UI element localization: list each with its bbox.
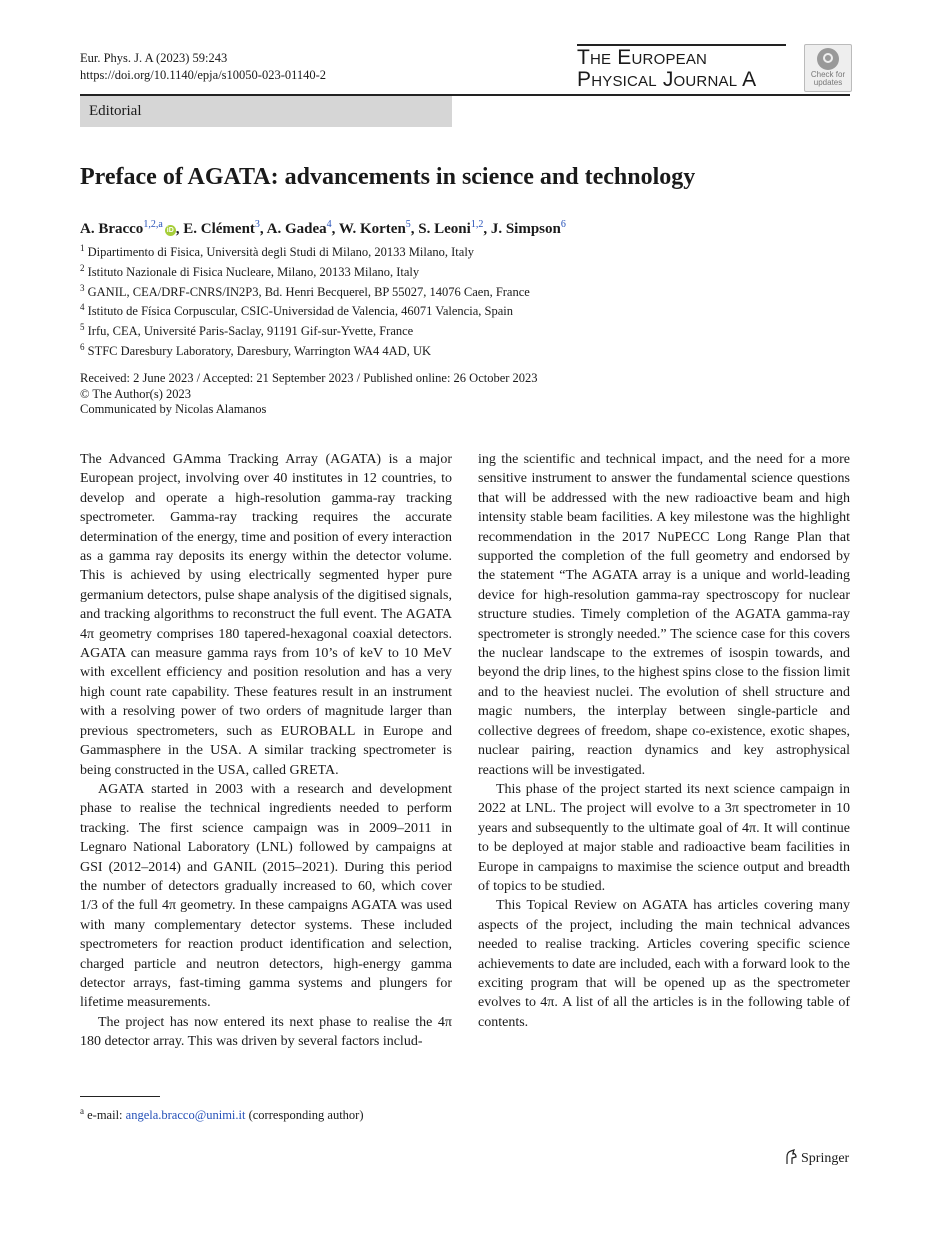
author-name: S. Leoni (418, 221, 471, 237)
affiliations (80, 241, 530, 360)
check-for-updates-badge[interactable] (804, 44, 852, 92)
header-meta (80, 50, 326, 84)
paragraph: The project has now entered its next phase to realise the 4π 180 detector array. This was driven by several factors includ- (80, 1014, 452, 1050)
publication-dates (80, 371, 538, 418)
publisher-logo (784, 1149, 849, 1172)
check-updates-line1: Check for (810, 70, 846, 79)
citation: Eur. Phys. J. A (2023) 59:243 (80, 51, 228, 65)
affiliation-item: $^1$ Dipartimento di Fisica, Università degli Studi di Milano, 20133 Milano, Italy (80, 243, 475, 260)
journal-title (577, 47, 797, 91)
footnote-mark: a (80, 1106, 84, 1116)
author-list: A. Bracco$^{1,2,a}$iD , E. Clément$^3$, A. Gadea$^4$, W. Korten$^5$, S. Leoni$^{1,2}$, J. Simpson$^6$ (80, 219, 566, 237)
author-affiliation-ref[interactable]: 6 (560, 219, 566, 230)
paragraph: This Topical Review on AGATA has articles covering many aspects of the project, including the main technical advances needed to realise tracking. Articles covering specific science achievements to date are included, each with a forward look to the exciting program that will be opened up as the spectrometer evolves to 4π. A list of all the articles is in the following table of contents. (478, 898, 850, 1030)
footnote-divider (80, 1096, 160, 1097)
affiliation-item: $^4$ Istituto de Física Corpuscular, CSIC-Universidad de Valencia, 46071 Valencia, Spain (80, 302, 513, 319)
author-name: W. Korten (338, 221, 406, 237)
publisher-name: Springer (801, 1151, 850, 1166)
doi-link[interactable]: https://doi.org/10.1140/epja/s10050-023-01140-2 (80, 68, 327, 82)
date-history: Received: 2 June 2023 / Accepted: 21 September 2023 / Published online: 26 October 2023 (80, 371, 538, 385)
affiliation-item: $^6$ STFC Daresbury Laboratory, Daresbury, Warrington WA4 4AD, UK (80, 341, 431, 358)
section-label: Editorial (80, 96, 452, 127)
body-column-left (80, 450, 452, 1052)
paragraph: AGATA started in 2003 with a research and development phase to realise the technical ingredients needed to perform tracking. The first science campaign was in 2009–2011 in Legnaro National Laboratory (LNL) followed by campaigns at GSI (2012–2014) and GANIL (2015–2021). During this period the number of detectors gradually increased to 60, which cover 1/3 of the full 4π geometry. In these campaigns AGATA was used with many complementary detector systems. These included spectrometers for reaction product identification and selection, charged particle and neutron detectors, high-energy gamma detector arrays, fast-timing gamma systems and plungers for lifetime measurements. (80, 781, 452, 1011)
affiliation-item: $^5$ Irfu, CEA, Université Paris-Saclay, 91191 Gif-sur-Yvette, France (80, 322, 414, 339)
springer-horse-icon (784, 1149, 798, 1172)
email-link[interactable]: angela.bracco@unimi.it (125, 1108, 246, 1123)
bookmark-icon (817, 48, 839, 70)
affiliation-item: $^2$ Istituto Nazionale di Fisica Nucleare, Milano, 20133 Milano, Italy (80, 262, 420, 279)
author-name: A. Gadea (266, 221, 327, 237)
orcid-icon[interactable]: iD (166, 227, 174, 234)
author-affiliation-ref[interactable]: 3 (254, 219, 260, 230)
author-name: J. Simpson (490, 221, 561, 237)
author-affiliation-ref[interactable]: 1,2 (470, 219, 484, 230)
article-title: Preface of AGATA: advancements in science and technology (80, 164, 696, 190)
check-updates-line2: updates (813, 78, 843, 87)
author-affiliation-ref[interactable]: 4 (326, 219, 332, 230)
author-affiliation-ref[interactable]: 1,2,a (143, 219, 163, 230)
footnote-suffix: (corresponding author) (248, 1108, 364, 1123)
author-name: A. Bracco (80, 221, 144, 237)
journal-title-line1: The European (577, 46, 708, 69)
footnote (80, 1103, 364, 1123)
journal-title-line2: Physical Journal A (577, 68, 757, 91)
author-name: E. Clément (183, 221, 255, 237)
communicated-by: Communicated by Nicolas Alamanos (80, 402, 267, 417)
author-affiliation-ref[interactable]: 5 (405, 219, 411, 230)
paragraph: This phase of the project started its next science campaign in 2022 at LNL. The project will evolve to a 3π spectrometer in 10 years and subsequently to the ultimate goal of 4π. It will continue to be deployed at major stable and radioactive beam facilities in Europe in campaigns to maximise the science output and breadth of topics to be studied. (478, 781, 850, 894)
copyright: © The Author(s) 2023 (80, 386, 191, 401)
body-column-right (478, 450, 850, 1032)
paragraph: The Advanced GAmma Tracking Array (AGATA) is a major European project, involving over 40 institutes in 12 countries, to develop and operate a high-resolution gamma-ray tracking spectrometer. Gamma-ray tracking requires the accurate determination of the energy, time and position of every interaction as a gamma ray deposits its energy within the detector volume. This is achieved by using electrically segmented hyper pure germanium detectors, pulse shape analysis of the digitised signals, and tracking algorithms to reconstruct the full event. The AGATA 4π geometry comprises 180 tapered-hexagonal coaxial detectors. AGATA can measure gamma rays from 10’s of keV to 10 MeV with excellent efficiency and position resolution and has a very high count rate capability. These features result in an instrument with a resolving power of two orders of magnitude larger than previous spectrometers, such as EUROBALL in Europe and Gammasphere in the USA. A similar tracking spectrometer is being constructed in the USA, called GRETA. (80, 452, 452, 778)
paragraph: ing the scientific and technical impact, and the need for a more sensitive instrument to answer the fundamental science questions that will be addressed with the new radioactive beam and high intensity stable beam facilities. A key milestone was the highlight recommendation in the 2017 NuPECC Long Range Plan that supported the completion of the full geometry and endorsed by the statement “The AGATA array is a unique and world-leading device for high-resolution gamma-ray spectroscopy for nuclear structure studies. Timely completion of the AGATA gamma-ray spectrometer is strongly needed.” The science case for this covers the nuclear landscape to the extremes of isospin towards, and beyond the drip lines, to the highest spins close to the fission limit and to the heaviest nuclei. The evolution of shell structure and magic numbers, the interplay between single-particle and collective degrees of freedom, shape co-existence, exotic shapes, nuclear pairing, reaction dynamics and key astrophysical reactions will be investigated. (478, 452, 850, 778)
affiliation-item: $^3$ GANIL, CEA/DRF-CNRS/IN2P3, Bd. Henri Becquerel, BP 55027, 14076 Caen, France (80, 282, 530, 299)
footnote-prefix: e-mail: (87, 1108, 123, 1123)
